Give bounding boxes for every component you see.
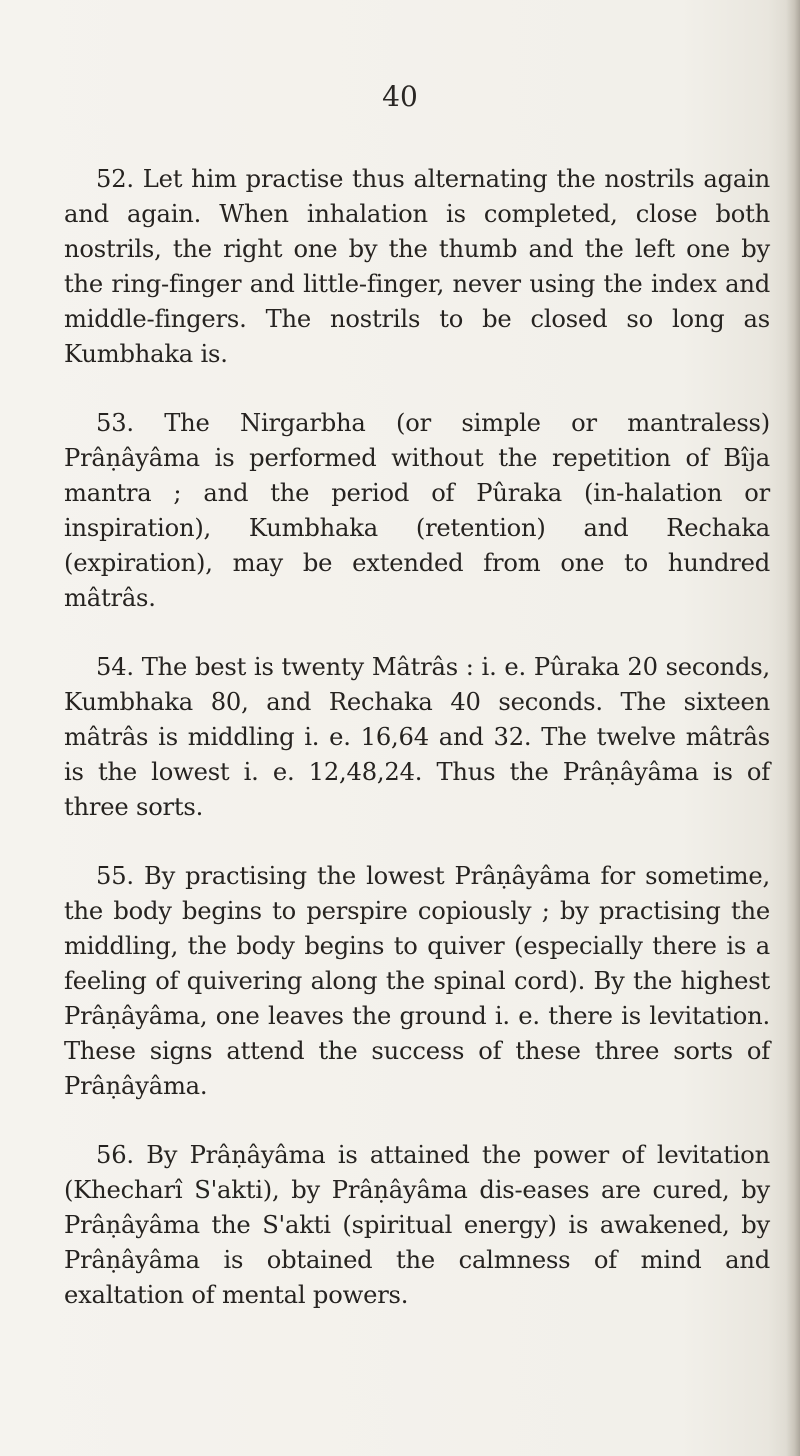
paragraph-56: 56. By Prâṇâyâma is attained the power of levitation (Khecharî S'akti), by Prâṇâyâma dis-eases are cured, by Prâṇâyâma the S'akti (spiritual energy) is awakened, by Prâṇâyâma is obtained the calmness of mind and exaltation of mental powers. [64, 1141, 770, 1309]
paragraph-55: 55. By practising the lowest Prâṇâyâma for sometime, the body begins to perspire copiously ; by practising the middling, the body begins to quiver (especially there is a feeling of quivering along the spinal cord). By the highest Prâṇâyâma, one leaves the ground i. e. there is levitation. These signs attend the success of these three sorts of Prâṇâyâma. [64, 862, 770, 1100]
page-edge-shadow [786, 0, 800, 1456]
paragraph-54: 54. The best is twenty Mâtrâs : i. e. Pûraka 20 seconds, Kumbhaka 80, and Rechaka 40 seconds. The sixteen mâtrâs is middling i. e. 16,64 and 32. The twelve mâtrâs is the lowest i. e. 12,48,24. Thus the Prâṇâyâma is of three sorts. [64, 653, 770, 821]
page-body [64, 162, 770, 1313]
paragraph-53: 53. The Nirgarbha (or simple or mantraless) Prâṇâyâma is performed without the repetition of Bîja mantra ; and the period of Pûraka (in-halation or inspiration), Kumbhaka (retention) and Rechaka (expiration), may be extended from one to hundred mâtrâs. [64, 409, 770, 612]
page-number: 40 [382, 80, 418, 113]
paragraph-52: 52. Let him practise thus alternating the nostrils again and again. When inhalation is completed, close both nostrils, the right one by the thumb and the left one by the ring-finger and little-finger, never using the index and middle-fingers. The nostrils to be closed so long as Kumbhaka is. [64, 165, 770, 368]
